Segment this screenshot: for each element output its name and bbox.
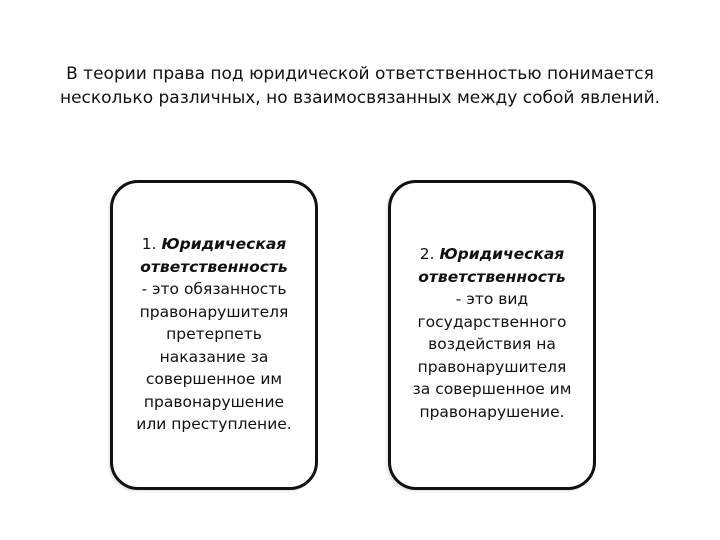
definition-card-2-line-6: правонарушение. xyxy=(419,402,565,421)
definition-card-2-number: 2. xyxy=(419,245,435,263)
definition-card-1-line-2: правонарушителя xyxy=(139,302,289,321)
definition-card-2-line-1: - это вид xyxy=(455,290,529,308)
definition-card-1-term-part2: ответственность xyxy=(140,257,288,276)
intro-paragraph xyxy=(40,62,680,110)
definition-card-2-text xyxy=(399,243,585,423)
definition-card-2-term-part1: Юридическая xyxy=(439,245,565,263)
definition-card-1-line-3: претерпеть xyxy=(166,325,262,343)
definition-card-1-line-5: совершенное им xyxy=(145,370,283,388)
definition-card-1 xyxy=(110,180,318,490)
definition-card-2-heading xyxy=(399,243,585,266)
intro-line-1: В теории права под юридической ответственностью понимается xyxy=(66,64,654,84)
intro-line-2: несколько различных, но взаимосвязанных между собой явлений. xyxy=(59,88,661,108)
definition-card-1-text xyxy=(121,233,307,436)
definition-card-1-number: 1. xyxy=(141,235,157,253)
definition-card-1-line-1: - это обязанность xyxy=(141,280,287,298)
definition-card-1-term-part1: Юридическая xyxy=(161,235,287,253)
definition-card-1-line-4: наказание за xyxy=(159,347,269,366)
definition-card-1-heading xyxy=(121,233,307,256)
definition-card-2-line-4: правонарушителя xyxy=(417,357,567,376)
definition-card-2-line-3: воздействия на xyxy=(428,335,556,353)
definition-card-2 xyxy=(388,180,596,490)
definition-card-2-term-part2: ответственность xyxy=(418,267,566,286)
definition-card-2-line-5: за совершенное им xyxy=(412,380,572,398)
definition-card-1-line-7: или преступление. xyxy=(136,415,292,433)
definition-card-2-line-2: государственного xyxy=(417,312,567,331)
definition-card-1-line-6: правонарушение xyxy=(143,392,285,411)
